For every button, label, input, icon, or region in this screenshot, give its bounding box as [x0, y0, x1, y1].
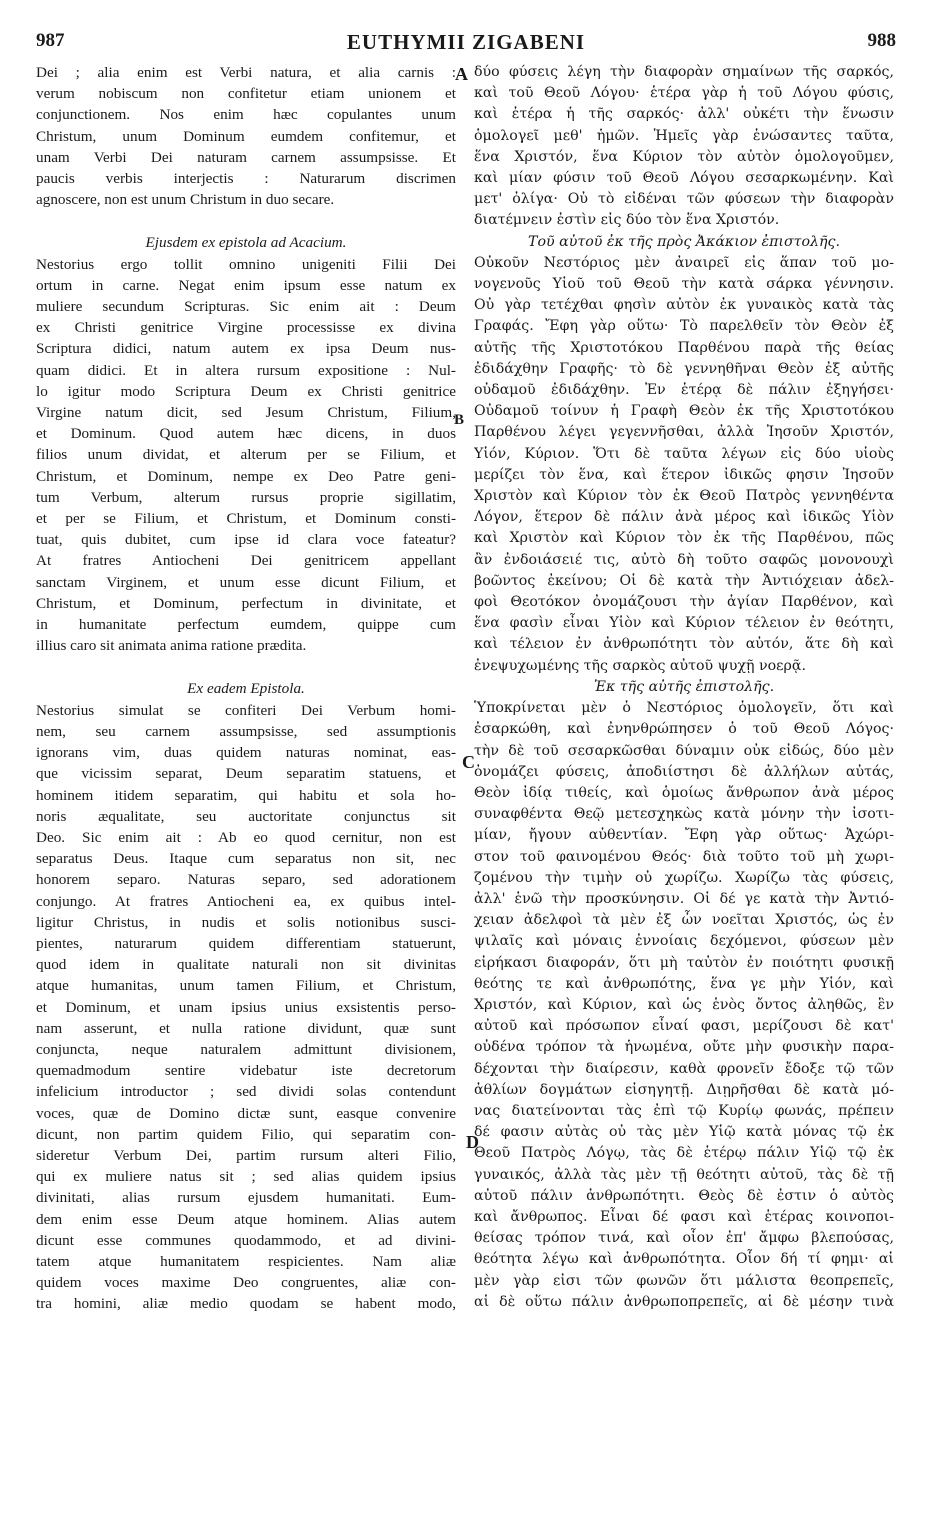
margin-letter-c: C [462, 752, 475, 772]
section-gap [36, 210, 456, 232]
section-heading: Ex eadem Epistola. [187, 680, 305, 698]
text-line: ψιλαῖς καὶ μόναις ἐννοίαις δεχόμενοι, φύσεων μὲν [474, 933, 894, 950]
page-number-left: 987 [36, 30, 65, 51]
margin-letter-a: A [455, 64, 468, 84]
text-line: et Dominum, et unam ipsius unius exsistentis perso- [36, 998, 456, 1016]
text-line: tra homini, aliæ medio quodam se habent modo, [36, 1295, 456, 1313]
text-line: verum nobiscum non confitetur etiam unionem et [36, 85, 456, 103]
text-line: quidem voces maxime Deo congruentes, aliæ con- [36, 1274, 456, 1292]
text-line: ignorans vim, duas quidem naturas nominat, eas- [36, 744, 456, 762]
text-line: ἐνεψυχωμένης τῆς σαρκὸς αὐτοῦ ψυχῇ νοερᾷ. [474, 657, 806, 674]
text-line: ἐσαρκώθη, καὶ ἐνηνθρώπησεν ὁ τοῦ Θεοῦ Λόγος· [474, 721, 894, 738]
text-line: νας διατείνονται τὰς ἐπὶ τῷ Κυρίῳ φωνάς, πρέπειν [474, 1102, 894, 1119]
text-line: tuat, quis dubitet, cum ipse id clara voce fateatur? [36, 531, 456, 549]
text-line: βοῶντος ἐκείνου; Οἱ δὲ κατὰ τὴν Ἀντιόχειαν ἀδελ- [474, 572, 894, 589]
text-line: τὴν δὲ τοῦ σεσαρκῶσθαι δύναμιν οὐκ εἰδώς, δύο μὲν [474, 742, 894, 759]
text-line: αἱ δὲ οὕτω πάλιν ἀνθρωποπρεπεῖς, αἱ δὲ μέσην τινὰ [474, 1293, 894, 1310]
text-line: At fratres Antiocheni Dei genitricem appellant [36, 552, 456, 570]
text-line: illius caro sit animata anima ratione prædita. [36, 637, 307, 655]
text-line: honorem separo. Naturas separo, sed adorationem [36, 871, 456, 889]
text-line: Λόγον, ἕτερον δὲ πάλιν ἀνὰ μέρος καὶ ἰδικῶς Υἱὸν [474, 509, 894, 526]
text-line: αὐτοῦ πάλιν ἀνθρωπότητι. Θεὸς δὲ ἐστιν ὁ αὐτὸς [474, 1187, 894, 1204]
text-line: tatem atque humanitatem respicientes. Nam aliæ [36, 1252, 456, 1270]
text-line: Γραφάς. Ἔφη γὰρ οὕτω· Τὸ παρελθεῖν τὸν Θεὸν ἐξ [474, 318, 894, 335]
text-line: μερίζει τὸν ἕνα, καὶ ἕτερον ἰδικῶς φησιν Ἰησοῦν [474, 466, 894, 483]
section-gap [36, 656, 456, 678]
text-line: Θεοῦ Πατρὸς Λόγῳ, τὰς δὲ ἑτέρῳ πάλιν Υἱῷ τῷ ἐκ [474, 1145, 894, 1162]
text-line: γυναικός, ἀλλὰ τὰς μὲν τῇ θεότητι αὐτοῦ, τὰς δὲ τῇ [474, 1166, 894, 1183]
text-line: divinitati, alias rursum ejusdem humanitati. Eum- [36, 1189, 456, 1207]
text-line: unam Verbi Dei naturam carnem assumpsisse. Et [36, 148, 456, 166]
text-line: διατέμνειν ἐστὶν εἰς δύο τὸν ἕνα Χριστόν. [474, 212, 780, 229]
text-line: sideretur Verbum Dei, partim rursum alteri Filio, [36, 1146, 456, 1164]
text-line: muliere secundum Scripturas. Sic enim ait : Deum [36, 298, 456, 316]
text-line: hominem itidem separatim, qui habitu et sola ho- [36, 786, 456, 804]
text-line: Christum, et Dominum, perfectum in divinitate, et [36, 594, 456, 612]
page-number-right: 988 [867, 30, 896, 51]
text-line: quod idem in qualitate naturali non sit divinitas [36, 956, 456, 974]
text-line: καὶ ἄνθρωπος. Εἶναι δέ φασι καὶ ἑτέρας κοινοποι- [474, 1208, 894, 1225]
text-line: ἕνα φασὶν εἶναι Υἱὸν καὶ Κύριον τέλειον ἐν θεότητι, [474, 615, 894, 632]
text-line: Οὐκοῦν Νεστόριος μὲν ἀναιρεῖ εἰς ἅπαν τοῦ μο- [474, 254, 894, 271]
page-header [36, 30, 896, 56]
text-line: pientes, naturarum quidem differentiam statuerunt, [36, 934, 456, 952]
text-line: Virgine natum dicit, sed Jesum Christum, Filium, [36, 404, 456, 422]
latin-column [36, 62, 456, 1315]
text-line: que vicissim separat, Deum separatim statuens, et [36, 765, 456, 783]
text-line: ζομένου τὴν τιμὴν οὐ χωρίζω. Χωρίζω τὰς φύσεις, [474, 869, 894, 886]
text-line: Nestorius ergo tollit omnino unigeniti Filii Dei [36, 255, 456, 273]
text-line: Christum, et Dominum, nempe ex Deo Patre geni- [36, 467, 456, 485]
text-line: συναφθέντα Θεῷ μετεσχηκὼς κατὰ μόνην τὴν ἰσοτι- [474, 806, 894, 823]
text-line: ἐδιδάχθην Γραφῆς· τὸ δὲ γεννηθῆναι Θεὸν ἐξ αὐτῆς [474, 360, 894, 377]
text-line: atque humanitas, unum tamen Filium, et Christum, [36, 977, 456, 995]
text-line: filios unum dividat, et alterum per se Filium, et [36, 446, 456, 464]
text-line: Υἱόν, Κύριον. Ὅτι δὲ ταῦτα λέγων εἰς δύο υἱοὺς [474, 445, 894, 462]
text-line: noris æqualitate, seu auctoritate conjunctus sit [36, 807, 456, 825]
text-line: conjunctionem. Nos enim hæc copulantes unum [36, 106, 456, 124]
text-line: καὶ τέλειον ἐν ἀνθρωπότητι τὸν αὐτόν, ἅτε δὴ καὶ [474, 636, 894, 653]
text-line: ἀλλ' ἑνῶ τὴν προσκύνησιν. Οἱ δέ γε κατὰ τὴν Ἀντιό- [474, 890, 894, 907]
text-line: δύο φύσεις λέγη τὴν διαφορὰν σημαίνων τῆς σαρκός, [474, 64, 894, 80]
text-line: ἂν ἐνδοιάσειέ τις, αὐτὸ δὴ τοῦτο σαφῶς μονονουχὶ [474, 551, 894, 568]
text-line: καὶ τοῦ Θεοῦ Λόγου· ἑτέρα γὰρ ἡ τοῦ Λόγου φύσις, [474, 85, 894, 102]
text-line: quam didici. Et in altera rursum expositione : Nul- [36, 361, 456, 379]
text-line: φοὶ Θεοτόκον ὀνομάζουσι τὴν ἁγίαν Παρθένον, καὶ [474, 594, 894, 611]
text-line: Οὐ γὰρ τετέχθαι φησὶν αὐτὸν ἐκ γυναικὸς κατὰ τὰς [474, 297, 894, 314]
text-line: ex Christi genitrice Virgine processisse ex divina [36, 319, 456, 337]
text-line: εἰρήκασι διαφοράν, ὅτι μὴ ταὐτὸν ἐν ποιότητι φυσικῇ [474, 954, 894, 971]
section-heading: Τοῦ αὐτοῦ ἐκ τῆς πρὸς Ἀκάκιον ἐπιστολῆς. [528, 233, 840, 250]
text-line: μὲν γὰρ εἰσι τῶν φωνῶν ὅτι μάλιστα θεοπρεπεῖς, [474, 1272, 894, 1289]
text-line: nem, seu carnem assumpsisse, sed assumptionis [36, 722, 456, 740]
text-line: dem enim esse Deum atque hominem. Alias autem [36, 1210, 456, 1228]
text-line: Ὑποκρίνεται μὲν ὁ Νεστόριος ὁμολογεῖν, ὅτι καὶ [474, 700, 894, 717]
text-line: ortum in carne. Negat enim ipsum esse natum ex [36, 276, 456, 294]
text-line: dicunt, non partim quidem Filio, qui separatim con- [36, 1125, 456, 1143]
text-line: conjungo. At fratres Antiocheni ea, ex quibus intel- [36, 892, 456, 910]
text-line: οὐδένα τρόπον τὰ ἡνωμένα, οὔτε μὴν φυσικὴν παρα- [474, 1039, 894, 1056]
text-line: quemadmodum sentire videbatur iste decretorum [36, 1062, 456, 1080]
text-line: χειαν ἀδελφοὶ τὰ μὲν ἐξ ὧν νοεῖται Χριστός, ὡς ἐν [474, 912, 894, 929]
text-line: Nestorius simulat se confiteri Dei Verbum homi- [36, 701, 456, 719]
section-heading: Ejusdem ex epistola ad Acacium. [145, 234, 347, 252]
text-line: οὐδαμοῦ ἐδιδάχθην. Ἐν ἑτέρᾳ δὲ πάλιν ἐξηγήσει· [474, 382, 894, 399]
text-line: paucis verbis interjectis : Naturarum discrimen [36, 170, 456, 188]
text-line: lo igitur modo Scriptura Deum ex Christi genitrice [36, 382, 456, 400]
text-line: Χριστὸν καὶ Κύριον τὸν ἐκ Θεοῦ Πατρὸς γεννηθέντα [474, 488, 894, 505]
text-line: Παρθένου λέγει γεγεννῆσθαι, ἀλλὰ Ἰησοῦν Χριστόν, [474, 424, 894, 441]
text-line: qui ex muliere natus sit ; sed alias quidem ipsius [36, 1168, 456, 1186]
text-line: θεότης τε καὶ ἀνθρωπότης, ἕνα γε μὴν Υἱόν, καὶ [474, 975, 894, 992]
text-line: tum Verbum, alterum rursus proprie sigillatim, [36, 488, 456, 506]
text-line: Deo. Sic enim ait : Ab eo quod cernitur, non est [36, 828, 456, 846]
text-line: αὐτῆς τῆς Χριστοτόκου Παρθένου παρὰ τῆς θείας [474, 339, 894, 356]
text-line: στον τοῦ φαινομένου Θεός· διὰ τοῦτο τοῦ μὴ χωρι- [474, 848, 894, 865]
text-line: Scriptura didici, natum autem ex ipsa Deum nus- [36, 340, 456, 358]
text-line: δέχονται τὴν διαίρεσιν, καθὰ φρονεῖν ἔδοξε τῷ τῶν [474, 1060, 894, 1077]
text-line: Dei ; alia enim est Verbi natura, et alia carnis : [36, 64, 456, 81]
text-line: dicunt esse communes quodammodo, et ad divini- [36, 1231, 456, 1249]
text-line: καὶ Χριστὸν καὶ Κύριον τὸν ἐκ τῆς Παρθένου, πῶς [474, 530, 894, 547]
text-line: Θεὸν ἰδίᾳ τιθείς, καὶ ὁμοίως ἄνθρωπον ἀνὰ μέρος [474, 784, 894, 801]
text-line: ὀνομάζει φύσεις, ἀποδιίστησι δὲ ἀλλήλων αὐτάς, [474, 763, 894, 780]
section-heading: Ἐκ τῆς αὐτῆς ἐπιστολῆς. [593, 678, 775, 695]
text-line: καὶ ἑτέρα ἡ τῆς σαρκός· ἀλλ' οὐκέτι τὴν ἕνωσιν [474, 106, 894, 123]
text-line: et Dominum. Quod autem hæc dicens, in duos [36, 425, 456, 443]
margin-letter-b: B [454, 412, 465, 428]
greek-column [474, 62, 894, 1313]
text-line: ligitur Christus, in nudis et solis notionibus susci- [36, 913, 456, 931]
text-line: Christum, unum Dominum eumdem confitemur, et [36, 127, 456, 145]
text-line: ὁμολογεῖ μεθ' ἡμῶν. Ἡμεῖς γὰρ ἑνώσαντες ταῦτα, [474, 127, 894, 144]
text-line: nam asserunt, et nulla ratione dividunt, quæ sunt [36, 1019, 456, 1037]
text-line: μίαν, ἤγουν αὐθεντίαν. Ἔφη γὰρ οὕτως· Ἀχώρι- [474, 827, 894, 844]
text-line: separatus Deus. Itaque cum separatus non sit, nec [36, 850, 456, 868]
text-line: δέ φασιν αὐτὰς οὐ τὰς μὲν Υἱῷ κατὰ μόνας τῷ ἐκ [474, 1124, 894, 1141]
text-line: conjuncta, neque naturalem admittunt divisionem, [36, 1040, 456, 1058]
text-line: ἀθλίων δογμάτων εἰσηγητῇ. Διῃρῆσθαι δὲ κατὰ μό- [474, 1081, 894, 1098]
text-line: Χριστόν, καὶ Κύριον, καὶ ὡς ἑνὸς ὄντος ἀληθῶς, ἓν [474, 996, 894, 1013]
text-line: et per se Filium, et Christum, et Dominum consti- [36, 510, 456, 528]
text-line: in humanitate perfectum eumdem, quippe cum [36, 616, 456, 634]
text-line: θείσας τρόπον τινά, καὶ οἷον ἐπ' ἄμφω βλεπούσας, [474, 1230, 894, 1247]
text-line: αὐτοῦ καὶ πρόσωπον εἶναί φασι, μερίζουσι δὲ κατ' [474, 1018, 894, 1035]
text-line: ἕνα Χριστόν, ἕνα Κύριον τὸν αὐτὸν ὁμολογοῦμεν, [474, 148, 894, 165]
text-line: νογενοῦς Υἱοῦ τοῦ Θεοῦ τὴν κατὰ σάρκα γέννησιν. [474, 276, 894, 293]
text-line: θεότητα λέγω καὶ ἀνθρωπότητα. Οἷον δή τί φημι· αἱ [474, 1251, 894, 1268]
text-line: infelicium introductor ; sed dividi solas contendunt [36, 1083, 456, 1101]
text-line: καὶ μίαν φύσιν τοῦ Θεοῦ Λόγου σεσαρκωμένην. Καὶ [474, 170, 894, 187]
margin-letter-d: D [466, 1132, 479, 1152]
text-line: Οὐδαμοῦ τοίνυν ἡ Γραφὴ Θεὸν ἐκ τῆς Χριστοτόκου [474, 403, 894, 420]
text-line: voces, quæ de Domino dictæ sunt, easque convenire [36, 1104, 456, 1122]
text-line: sanctam Virginem, et unum esse dicunt Filium, et [36, 573, 456, 591]
running-title: EUTHYMII ZIGABENI [346, 30, 586, 54]
text-line: agnoscere, non est unum Christum in duo secare. [36, 191, 335, 209]
text-line: μετ' ὀλίγα· Οὐ τὸ εἰδέναι τῶν φύσεων τὴν διαφορὰν [474, 191, 894, 208]
